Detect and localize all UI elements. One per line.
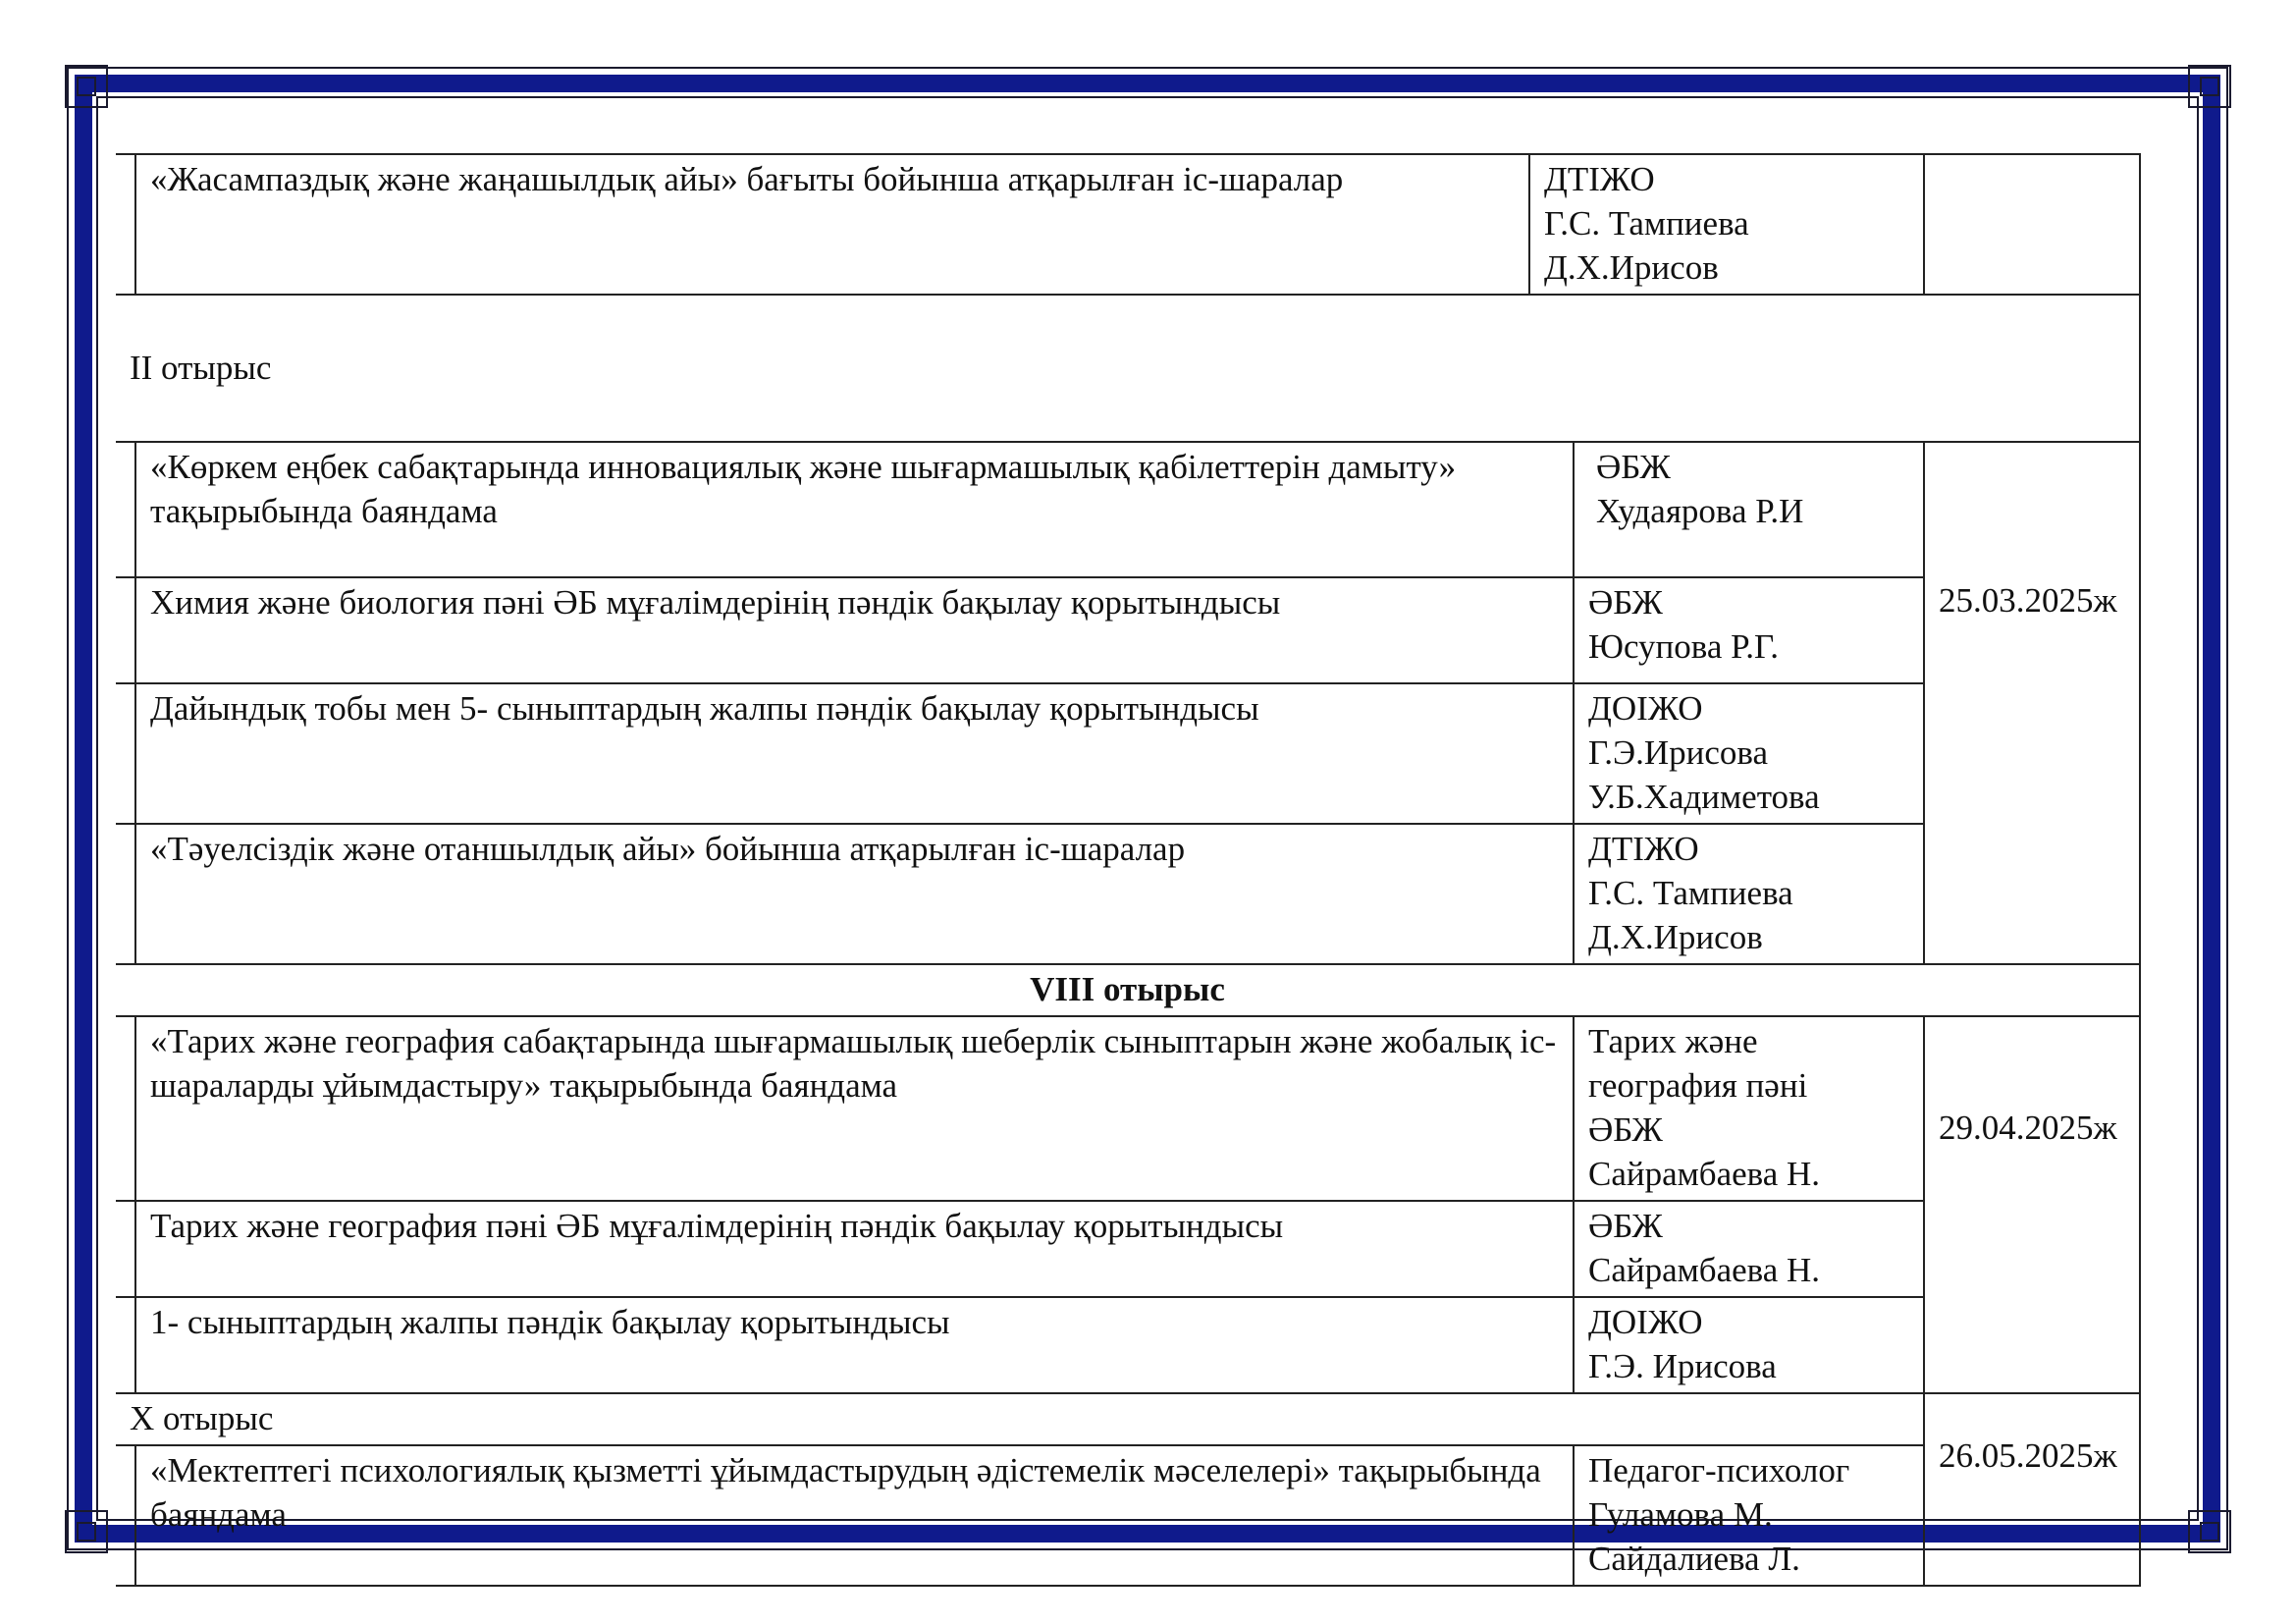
table-row [116, 1201, 2140, 1297]
topic-cell: «Мектептегі психологиялық қызметті ұйымдастырудың әдістемелік мәселелері» тақырыбында баяндама [135, 1445, 1574, 1586]
row-number-cell [116, 824, 135, 964]
responsible-cell [1574, 1016, 1924, 1201]
responsible-line: Худаярова Р.И [1596, 492, 1804, 530]
session-header-cell [116, 1393, 1924, 1445]
responsible-cell [1529, 154, 1924, 295]
session-title: VIII отырыс [1030, 970, 1225, 1008]
responsible-line: Гуламова М. [1588, 1495, 1773, 1534]
topic-cell: Дайындық тобы мен 5- сыныптардың жалпы пәндік бақылау қорытындысы [135, 683, 1574, 824]
meeting-plan-table [116, 153, 2141, 1587]
responsible-line: Д.Х.Ирисов [1544, 248, 1719, 287]
row-number-cell [116, 1297, 135, 1393]
frame-corner-ornament [2188, 65, 2231, 108]
responsible-cell [1574, 1297, 1924, 1393]
session-header-row [116, 295, 2140, 442]
session-header-cell [116, 964, 2140, 1016]
responsible-cell [1574, 824, 1924, 964]
table-row [116, 1445, 2140, 1586]
date-cell: 29.04.2025ж [1924, 1016, 2140, 1393]
responsible-line: ДТІЖО [1544, 160, 1655, 198]
row-number-cell [116, 683, 135, 824]
responsible-line: ӘБЖ [1588, 583, 1663, 622]
responsible-line: Г.Э.Ирисова [1588, 733, 1769, 772]
session-title: X отырыс [130, 1399, 274, 1437]
responsible-line: ӘБЖ [1588, 1207, 1663, 1245]
responsible-cell [1574, 577, 1924, 683]
session-header-row [116, 964, 2140, 1016]
session-header-cell [116, 295, 2140, 442]
table-row [116, 683, 2140, 824]
responsible-line: Педагог-психолог [1588, 1451, 1850, 1489]
table-row [116, 1016, 2140, 1201]
responsible-cell [1574, 442, 1924, 577]
frame-corner-ornament [2188, 1510, 2231, 1553]
responsible-line: ДОІЖО [1588, 1303, 1703, 1341]
responsible-line: Сайрамбаева Н. [1588, 1251, 1821, 1289]
row-number-cell [116, 577, 135, 683]
table-row [116, 824, 2140, 964]
row-number-cell [116, 442, 135, 577]
responsible-cell [1574, 683, 1924, 824]
frame-corner-ornament [65, 1510, 108, 1553]
table-row [116, 1297, 2140, 1393]
date-cell [1924, 154, 2140, 295]
responsible-line: Г.С. Тампиева [1588, 874, 1793, 912]
responsible-cell [1574, 1201, 1924, 1297]
row-number-cell [116, 154, 135, 295]
responsible-cell [1574, 1445, 1924, 1586]
responsible-line: ӘБЖ [1588, 1110, 1663, 1149]
responsible-line: У.Б.Хадиметова [1588, 778, 1820, 816]
table-row [116, 577, 2140, 683]
topic-cell: «Жасампаздық және жаңашылдық айы» бағыты бойынша атқарылған іс-шаралар [135, 154, 1529, 295]
table-row [116, 442, 2140, 577]
topic-cell: Химия және биология пәні ӘБ мұғалімдерінің пәндік бақылау қорытындысы [135, 577, 1574, 683]
topic-cell: 1- сыныптардың жалпы пәндік бақылау қорытындысы [135, 1297, 1574, 1393]
responsible-line: Сайдалиева Л. [1588, 1540, 1800, 1578]
responsible-line: Д.Х.Ирисов [1588, 918, 1763, 956]
responsible-line: Сайрамбаева Н. [1588, 1155, 1821, 1193]
responsible-line: ДТІЖО [1588, 830, 1699, 868]
table-row [116, 154, 2140, 295]
responsible-line: Тарих және [1588, 1022, 1758, 1060]
responsible-line: Г.С. Тампиева [1544, 204, 1749, 243]
date-cell: 26.05.2025ж [1924, 1393, 2140, 1586]
responsible-line: Юсупова Р.Г. [1588, 627, 1780, 666]
responsible-line: ӘБЖ [1596, 448, 1671, 486]
responsible-line: ДОІЖО [1588, 689, 1703, 728]
topic-cell: «Тәуелсіздік және отаншылдық айы» бойынша атқарылған іс-шаралар [135, 824, 1574, 964]
document-content [116, 153, 2140, 1578]
responsible-line: география пәні [1588, 1066, 1808, 1105]
row-number-cell [116, 1016, 135, 1201]
row-number-cell [116, 1445, 135, 1586]
frame-corner-ornament [65, 65, 108, 108]
topic-cell: Тарих және география пәні ӘБ мұғалімдерінің пәндік бақылау қорытындысы [135, 1201, 1574, 1297]
session-title: ІІ отырыс [130, 348, 272, 387]
row-number-cell [116, 1201, 135, 1297]
date-cell: 25.03.2025ж [1924, 442, 2140, 964]
topic-cell: «Көркем еңбек сабақтарында инновациялық және шығармашылық қабілеттерін дамыту» тақырыбында баяндама [135, 442, 1574, 577]
session-header-row [116, 1393, 2140, 1445]
topic-cell: «Тарих және география сабақтарында шығармашылық шеберлік сыныптарын және жобалық іс-шараларды ұйымдастыру» тақырыбында баяндама [135, 1016, 1574, 1201]
responsible-line: Г.Э. Ирисова [1588, 1347, 1777, 1385]
